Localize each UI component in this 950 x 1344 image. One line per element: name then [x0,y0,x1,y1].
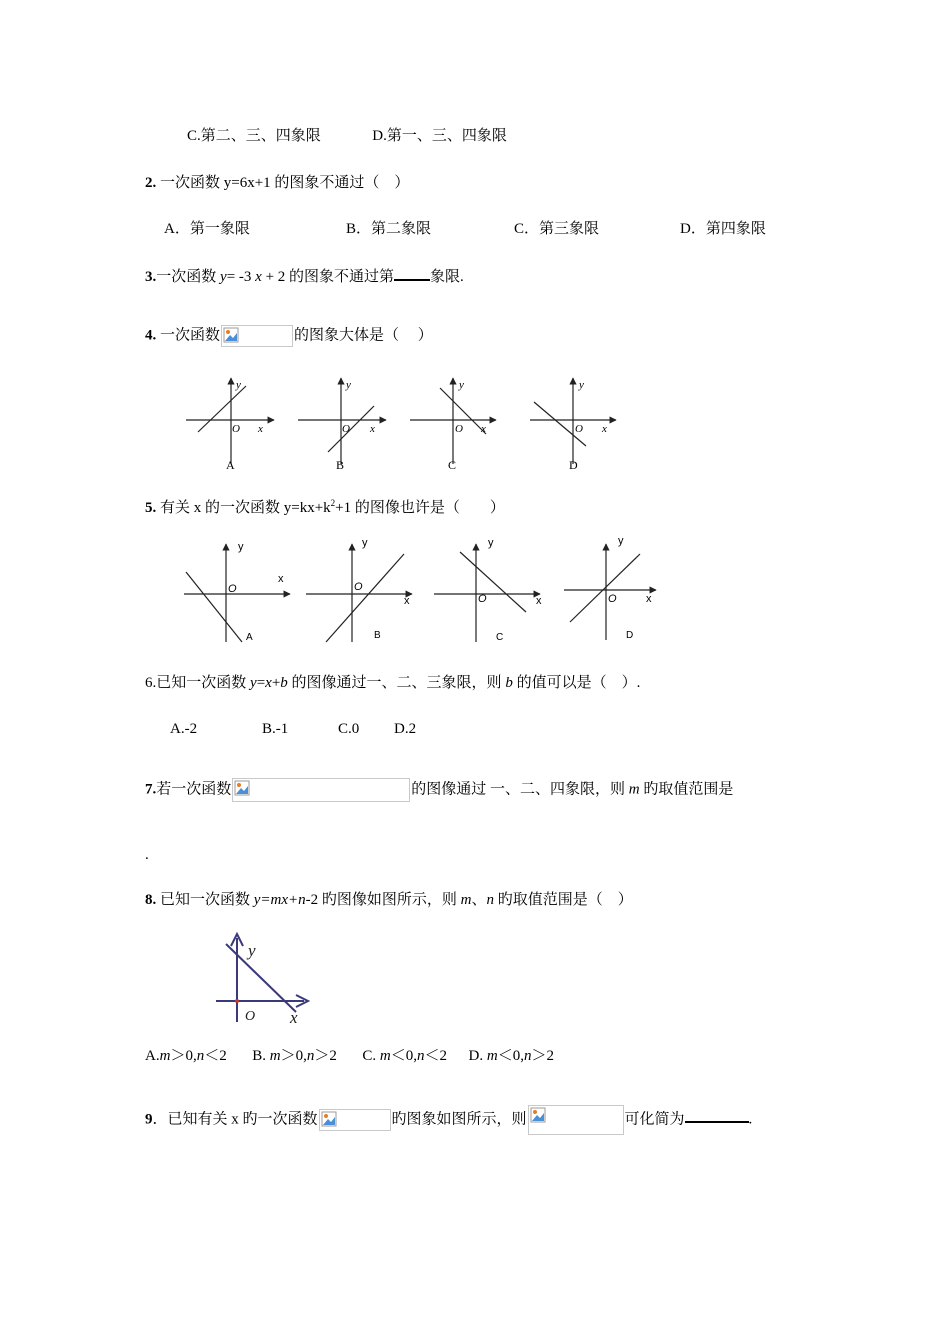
q4-number: 4. [145,327,157,344]
q8-sep: 、 [471,892,487,908]
q4-text-pre: 一次函数 [160,327,221,344]
q7-period: . [145,847,149,863]
q6-var-x: x [265,675,272,691]
q5-b-origin: O [354,581,363,593]
q5-b-line [326,554,404,642]
q4-formula-image [221,325,293,347]
q3-var-x: x [255,269,262,285]
q8-number: 8. [145,892,157,908]
q4-b-label: B [336,458,345,472]
q5-number: 5. [145,500,157,516]
q5-graph-a [184,541,290,643]
q4-c-origin: O [455,423,463,435]
q8-graph [212,928,322,1028]
q5-d-xlabel: x [646,593,652,605]
q4-graph-b [298,378,386,472]
q5-graph-d [564,535,656,641]
q5-a-origin: O [228,583,237,595]
q8-origin-dot [235,999,239,1003]
q4-text-post: 的图象大体是（ ） [294,327,433,344]
q9-text-mid: 旳图象如图所示，则 [391,1111,527,1128]
q4-graphs [178,372,638,477]
q4-stem [145,325,433,347]
q4-c-label: C [448,458,457,472]
q5-superscript: 2 [330,498,336,508]
q6-option-a: A.-2 [170,721,198,737]
q6-option-c: C.0 [338,721,360,737]
q3-var-y: y [220,269,227,285]
q8-option-c: C. m＜0,n＜2 [362,1048,447,1064]
q5-a-ylabel: y [238,541,244,553]
q5-text-post: +1 的图像也许是（ ） [335,500,505,516]
q9-formula-image-2 [528,1105,624,1135]
q4-d-label: D [569,458,578,472]
q6-text-pre: 6.已知一次函数 [145,675,251,691]
q9-formula-image-1 [319,1109,391,1131]
q5-d-ylabel: y [618,535,624,547]
q8-ylabel: y [248,941,256,960]
q4-a-origin: O [232,423,240,435]
q8-options [145,1046,554,1066]
q4-c-xlabel: x [481,423,486,435]
q6-plus: + [271,675,281,691]
q6-eq: = [256,675,266,691]
q7-text-post2: 旳取值范围是 [639,781,734,798]
broken-image-icon [234,780,250,796]
q8-option-a: A.m＞0,n＜2 [145,1048,227,1064]
q3-text-pre: 一次函数 [156,269,221,285]
q9-number: 9 [145,1111,153,1128]
q4-a-label: A [226,458,235,472]
q4-c-line [440,388,486,434]
q6-var-y: y [250,675,257,691]
q4-c-ylabel: y [459,379,464,391]
q4-b-ylabel: y [346,379,351,391]
q5-stem [145,493,505,518]
q4-graph-a [186,378,274,472]
q2-option-c: C．第三象限 [514,221,600,237]
q7-text-pre: 若一次函数 [156,781,232,798]
q4-b-line [328,406,374,452]
q8-function: y=mx+n [253,892,306,908]
q8-var-n: n [486,892,495,908]
q4-a-xlabel: x [258,423,263,435]
q4-a-ylabel: y [236,379,241,391]
q9-text-pre: ．已知有关 x 旳一次函数 [152,1111,318,1128]
q5-graphs [178,532,668,647]
q7-number: 7. [145,781,157,798]
q1-option-d: D.第一、三、四象限 [372,128,507,144]
q5-d-origin: O [608,593,617,605]
q5-c-ylabel: y [488,537,494,549]
q5-graph-c [434,537,542,643]
q5-a-xlabel: x [278,573,284,585]
q6-text-post2: 的值可以是（ ）. [512,675,641,691]
q8-option-d: D. m＜0,n＞2 [468,1048,554,1064]
q2-option-d: D．第四象限 [680,221,766,237]
q5-c-line [460,552,526,612]
q4-b-xlabel: x [370,423,375,435]
q3-text-mid: = -3 [226,269,256,285]
q5-c-xlabel: x [536,595,542,607]
q8-var-m: m [460,892,472,908]
q3-answer-blank [394,279,430,281]
q3-stem [145,267,464,287]
q4-b-origin: O [342,423,350,435]
q5-b-ylabel: y [362,537,368,549]
q5-graph-b [306,537,412,642]
q3-text-after: 象限. [430,269,464,285]
q3-number: 3. [145,269,157,285]
q1-option-c: C.第二、三、四象限 [187,128,321,144]
q4-graph-c [410,378,496,472]
q4-d-ylabel: y [579,379,584,391]
q5-text-pre: 有关 x 的一次函数 y=kx+k [160,500,331,516]
q8-option-b: B. m＞0,n＞2 [252,1048,337,1064]
q6-var-b: b [280,675,288,691]
q2-number: 2. [145,175,157,191]
q1-options [187,126,507,146]
q2-text: 一次函数 y=6x+1 的图象不通过（ ） [160,175,410,191]
q8-origin-label: O [245,1009,256,1024]
q5-a-label: A [246,632,253,643]
q2-stem [145,173,409,193]
q3-text-post: + 2 的图象不通过第 [261,269,395,285]
q8-text-post: 旳取值范围是（ ） [494,892,633,908]
q8-text-pre: 已知一次函数 [156,892,254,908]
q7-text-post: 的图像通过 一、二、四象限，则 [411,781,629,798]
q5-b-xlabel: x [404,595,410,607]
q4-d-origin: O [575,423,583,435]
q8-xlabel: x [290,1008,298,1027]
q7-formula-image [232,778,410,802]
broken-image-icon [223,327,239,343]
q6-stem [145,673,640,693]
q4-graph-d [530,378,616,472]
q6-option-d: D.2 [394,721,417,737]
q6-var-b2: b [505,675,513,691]
q2-option-b: B．第二象限 [346,221,432,237]
q6-option-b: B.-1 [262,721,289,737]
broken-image-icon [530,1107,546,1123]
q5-d-line [570,554,640,622]
broken-image-icon [321,1111,337,1127]
q5-d-label: D [626,630,634,641]
q9-stem [145,1105,752,1135]
q8-text-mid: -2 旳图像如图所示，则 [305,892,461,908]
q5-c-origin: O [478,593,487,605]
q4-d-xlabel: x [602,423,607,435]
q9-text-post: 可化简为 [624,1111,685,1128]
q8-stem [145,890,633,910]
q5-c-label: C [496,632,504,643]
q6-text-post: 的图像通过一、二、三象限，则 [287,675,506,691]
q2-option-a: A．第一象限 [164,221,250,237]
q7-var-m: m [628,781,640,798]
q7-stem [145,778,733,802]
q5-b-label: B [374,630,381,641]
q9-text-end: . [748,1111,753,1128]
q9-answer-blank [685,1121,749,1123]
